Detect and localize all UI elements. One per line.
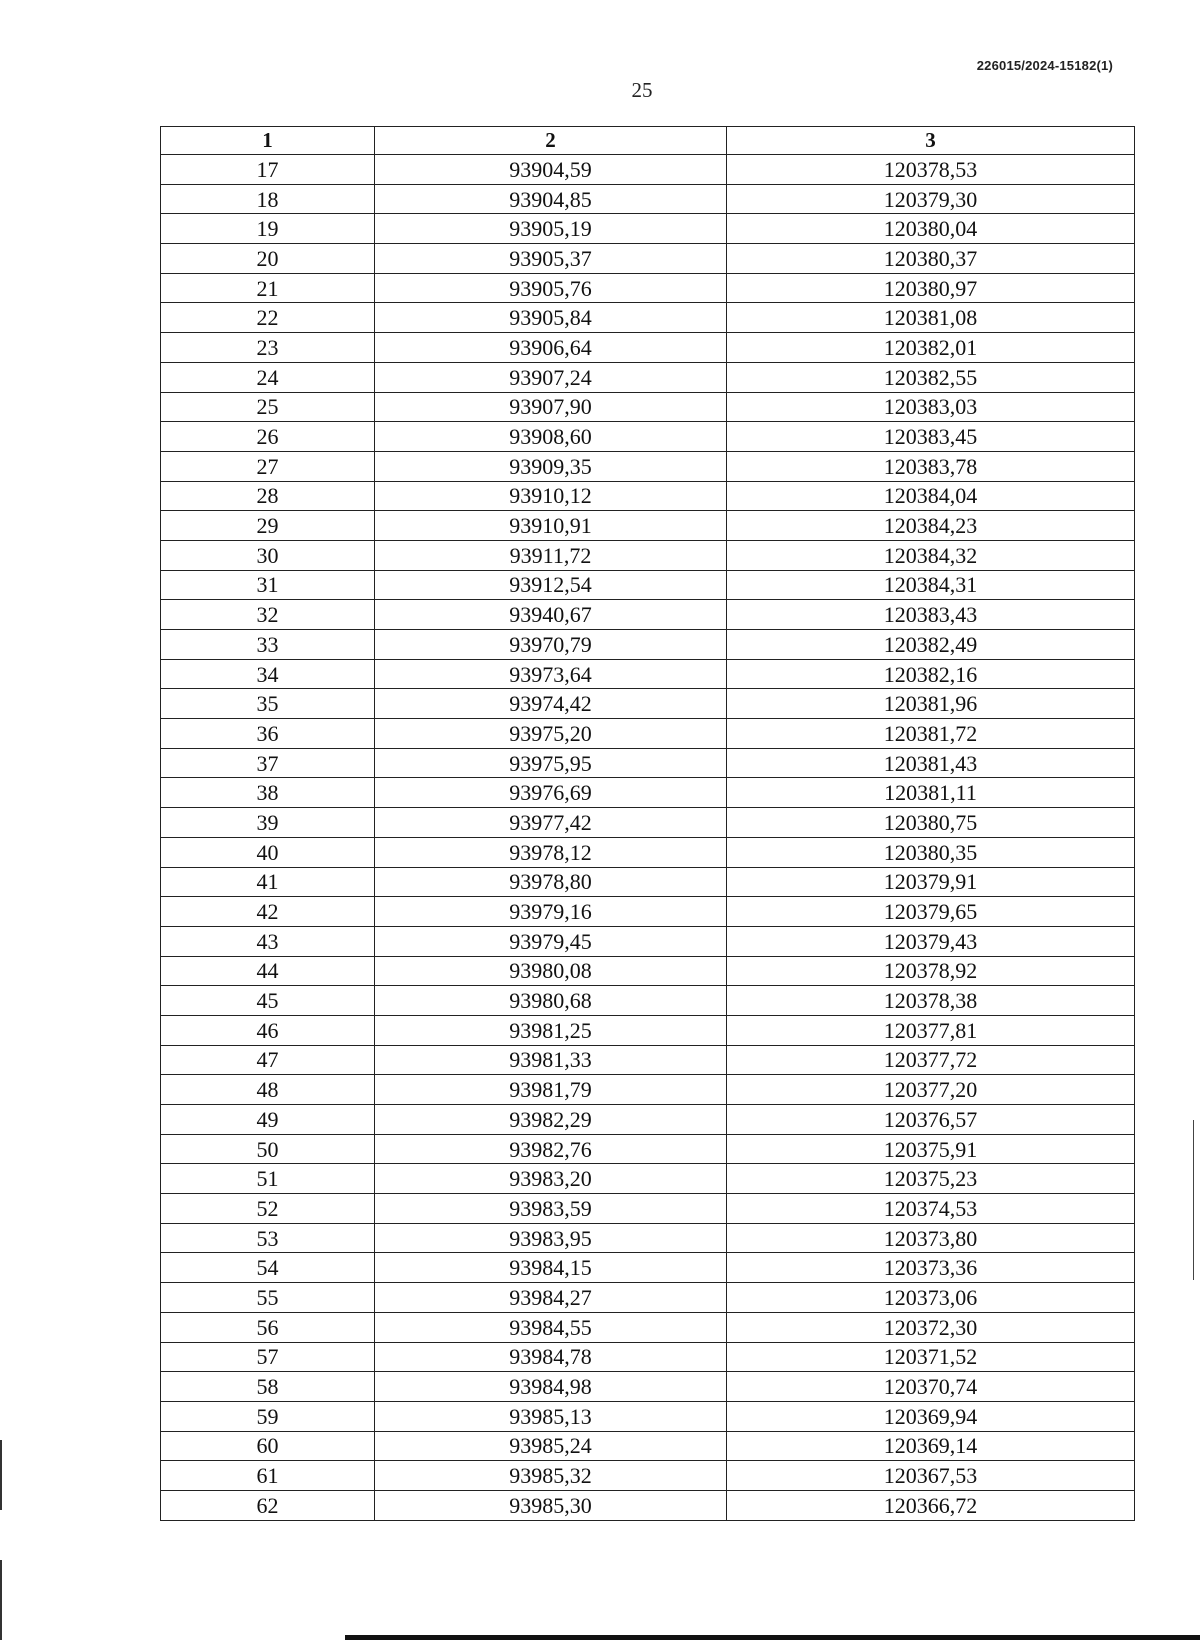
coordinate-x-cell: 93907,24 [375, 362, 727, 392]
scan-edge-mark [1193, 1120, 1194, 1280]
coordinate-x-cell: 93984,78 [375, 1342, 727, 1372]
table-row [161, 244, 1135, 274]
coordinate-y-cell: 120366,72 [727, 1490, 1135, 1520]
table-body [161, 155, 1135, 1521]
coordinate-y-cell: 120381,96 [727, 689, 1135, 719]
scan-margin-mark [0, 1560, 2, 1640]
coordinate-y-cell: 120384,31 [727, 570, 1135, 600]
coordinate-x-cell: 93983,20 [375, 1164, 727, 1194]
coordinate-x-cell: 93982,29 [375, 1105, 727, 1135]
coordinate-x-cell: 93984,15 [375, 1253, 727, 1283]
coordinate-y-cell: 120377,81 [727, 1015, 1135, 1045]
table-row [161, 1075, 1135, 1105]
table-row [161, 1461, 1135, 1491]
coordinate-x-cell: 93911,72 [375, 540, 727, 570]
table-row [161, 273, 1135, 303]
coordinate-x-cell: 93985,32 [375, 1461, 727, 1491]
coordinate-x-cell: 93979,45 [375, 926, 727, 956]
point-number-cell: 24 [161, 362, 375, 392]
coordinate-x-cell: 93978,12 [375, 837, 727, 867]
coordinate-y-cell: 120370,74 [727, 1372, 1135, 1402]
coordinate-y-cell: 120373,36 [727, 1253, 1135, 1283]
point-number-cell: 53 [161, 1223, 375, 1253]
table-row [161, 630, 1135, 660]
point-number-cell: 37 [161, 748, 375, 778]
point-number-cell: 55 [161, 1283, 375, 1313]
point-number-cell: 26 [161, 422, 375, 452]
table-row [161, 481, 1135, 511]
coordinate-y-cell: 120384,04 [727, 481, 1135, 511]
coordinate-x-cell: 93985,30 [375, 1490, 727, 1520]
point-number-cell: 50 [161, 1134, 375, 1164]
table-row [161, 540, 1135, 570]
table-row [161, 600, 1135, 630]
table-row [161, 214, 1135, 244]
point-number-cell: 29 [161, 511, 375, 541]
column-header: 3 [727, 127, 1135, 155]
coordinate-x-cell: 93981,25 [375, 1015, 727, 1045]
point-number-cell: 59 [161, 1401, 375, 1431]
point-number-cell: 35 [161, 689, 375, 719]
point-number-cell: 40 [161, 837, 375, 867]
table-row [161, 778, 1135, 808]
coordinate-y-cell: 120383,78 [727, 451, 1135, 481]
point-number-cell: 57 [161, 1342, 375, 1372]
coordinate-x-cell: 93909,35 [375, 451, 727, 481]
coordinate-x-cell: 93904,59 [375, 155, 727, 185]
table-row [161, 986, 1135, 1016]
table-row [161, 1223, 1135, 1253]
coordinates-table [160, 126, 1135, 1521]
point-number-cell: 34 [161, 659, 375, 689]
coordinate-y-cell: 120379,30 [727, 184, 1135, 214]
point-number-cell: 56 [161, 1312, 375, 1342]
coordinate-x-cell: 93979,16 [375, 897, 727, 927]
table-row [161, 748, 1135, 778]
table-row [161, 1164, 1135, 1194]
coordinate-x-cell: 93910,12 [375, 481, 727, 511]
table-row [161, 1015, 1135, 1045]
table-row [161, 719, 1135, 749]
coordinate-y-cell: 120383,43 [727, 600, 1135, 630]
coordinate-y-cell: 120373,06 [727, 1283, 1135, 1313]
table-row [161, 1372, 1135, 1402]
point-number-cell: 49 [161, 1105, 375, 1135]
coordinate-x-cell: 93982,76 [375, 1134, 727, 1164]
coordinate-y-cell: 120374,53 [727, 1194, 1135, 1224]
coordinate-y-cell: 120377,72 [727, 1045, 1135, 1075]
coordinate-x-cell: 93908,60 [375, 422, 727, 452]
coordinate-x-cell: 93983,95 [375, 1223, 727, 1253]
coordinate-y-cell: 120378,92 [727, 956, 1135, 986]
point-number-cell: 61 [161, 1461, 375, 1491]
table-row [161, 897, 1135, 927]
coordinate-x-cell: 93975,95 [375, 748, 727, 778]
table-row [161, 333, 1135, 363]
point-number-cell: 48 [161, 1075, 375, 1105]
point-number-cell: 60 [161, 1431, 375, 1461]
point-number-cell: 62 [161, 1490, 375, 1520]
coordinate-x-cell: 93905,19 [375, 214, 727, 244]
coordinate-x-cell: 93970,79 [375, 630, 727, 660]
table-row [161, 1342, 1135, 1372]
point-number-cell: 28 [161, 481, 375, 511]
point-number-cell: 39 [161, 808, 375, 838]
table-row [161, 1045, 1135, 1075]
point-number-cell: 44 [161, 956, 375, 986]
coordinate-y-cell: 120381,08 [727, 303, 1135, 333]
coordinate-x-cell: 93976,69 [375, 778, 727, 808]
coordinate-y-cell: 120372,30 [727, 1312, 1135, 1342]
point-number-cell: 32 [161, 600, 375, 630]
point-number-cell: 46 [161, 1015, 375, 1045]
coordinate-x-cell: 93985,24 [375, 1431, 727, 1461]
coordinate-x-cell: 93985,13 [375, 1401, 727, 1431]
coordinate-x-cell: 93905,76 [375, 273, 727, 303]
table-header-row [161, 127, 1135, 155]
coordinate-y-cell: 120380,75 [727, 808, 1135, 838]
coordinate-y-cell: 120371,52 [727, 1342, 1135, 1372]
table-row [161, 392, 1135, 422]
coordinate-y-cell: 120383,45 [727, 422, 1135, 452]
point-number-cell: 19 [161, 214, 375, 244]
point-number-cell: 36 [161, 719, 375, 749]
coordinate-y-cell: 120381,43 [727, 748, 1135, 778]
coordinate-y-cell: 120382,49 [727, 630, 1135, 660]
table-row [161, 1253, 1135, 1283]
coordinate-y-cell: 120378,38 [727, 986, 1135, 1016]
point-number-cell: 17 [161, 155, 375, 185]
table-row [161, 1105, 1135, 1135]
coordinate-y-cell: 120375,23 [727, 1164, 1135, 1194]
scan-bottom-edge [345, 1635, 1200, 1640]
coordinate-x-cell: 93905,37 [375, 244, 727, 274]
table-row [161, 511, 1135, 541]
table-row [161, 956, 1135, 986]
coordinate-x-cell: 93907,90 [375, 392, 727, 422]
coordinate-y-cell: 120381,72 [727, 719, 1135, 749]
coordinate-x-cell: 93984,55 [375, 1312, 727, 1342]
point-number-cell: 31 [161, 570, 375, 600]
coordinate-y-cell: 120369,94 [727, 1401, 1135, 1431]
point-number-cell: 41 [161, 867, 375, 897]
coordinate-y-cell: 120384,32 [727, 540, 1135, 570]
coordinate-y-cell: 120379,91 [727, 867, 1135, 897]
table-row [161, 1134, 1135, 1164]
coordinate-y-cell: 120379,43 [727, 926, 1135, 956]
table-row [161, 1431, 1135, 1461]
coordinate-y-cell: 120367,53 [727, 1461, 1135, 1491]
point-number-cell: 58 [161, 1372, 375, 1402]
point-number-cell: 43 [161, 926, 375, 956]
coordinate-x-cell: 93906,64 [375, 333, 727, 363]
table-row [161, 1283, 1135, 1313]
coordinate-x-cell: 93984,27 [375, 1283, 727, 1313]
coordinate-x-cell: 93983,59 [375, 1194, 727, 1224]
point-number-cell: 30 [161, 540, 375, 570]
coordinate-y-cell: 120382,16 [727, 659, 1135, 689]
coordinate-y-cell: 120376,57 [727, 1105, 1135, 1135]
document-id: 226015/2024-15182(1) [976, 58, 1113, 73]
column-header: 2 [375, 127, 727, 155]
table-row [161, 1312, 1135, 1342]
coordinate-x-cell: 93980,68 [375, 986, 727, 1016]
table-row [161, 451, 1135, 481]
table-row [161, 155, 1135, 185]
coordinate-y-cell: 120380,97 [727, 273, 1135, 303]
scan-margin-mark [0, 1440, 2, 1510]
column-header: 1 [161, 127, 375, 155]
point-number-cell: 47 [161, 1045, 375, 1075]
table-row [161, 362, 1135, 392]
point-number-cell: 25 [161, 392, 375, 422]
table-row [161, 1490, 1135, 1520]
coordinate-y-cell: 120382,55 [727, 362, 1135, 392]
table-row [161, 689, 1135, 719]
coordinate-y-cell: 120381,11 [727, 778, 1135, 808]
table-row [161, 808, 1135, 838]
coordinate-y-cell: 120382,01 [727, 333, 1135, 363]
coordinate-x-cell: 93978,80 [375, 867, 727, 897]
point-number-cell: 38 [161, 778, 375, 808]
coordinate-x-cell: 93975,20 [375, 719, 727, 749]
coordinate-y-cell: 120378,53 [727, 155, 1135, 185]
point-number-cell: 33 [161, 630, 375, 660]
table-row [161, 570, 1135, 600]
point-number-cell: 22 [161, 303, 375, 333]
coordinate-x-cell: 93974,42 [375, 689, 727, 719]
point-number-cell: 18 [161, 184, 375, 214]
page-number: 25 [631, 78, 653, 102]
coordinate-x-cell: 93973,64 [375, 659, 727, 689]
coordinate-y-cell: 120373,80 [727, 1223, 1135, 1253]
coordinate-x-cell: 93984,98 [375, 1372, 727, 1402]
coordinate-y-cell: 120375,91 [727, 1134, 1135, 1164]
coordinates-table-container [160, 126, 1134, 1521]
table-row [161, 659, 1135, 689]
coordinate-x-cell: 93912,54 [375, 570, 727, 600]
point-number-cell: 45 [161, 986, 375, 1016]
point-number-cell: 27 [161, 451, 375, 481]
coordinate-x-cell: 93940,67 [375, 600, 727, 630]
coordinate-y-cell: 120380,35 [727, 837, 1135, 867]
point-number-cell: 52 [161, 1194, 375, 1224]
coordinate-x-cell: 93980,08 [375, 956, 727, 986]
coordinate-y-cell: 120383,03 [727, 392, 1135, 422]
table-row [161, 926, 1135, 956]
coordinate-y-cell: 120380,37 [727, 244, 1135, 274]
coordinate-x-cell: 93981,33 [375, 1045, 727, 1075]
coordinate-x-cell: 93977,42 [375, 808, 727, 838]
coordinate-y-cell: 120369,14 [727, 1431, 1135, 1461]
coordinate-y-cell: 120379,65 [727, 897, 1135, 927]
point-number-cell: 20 [161, 244, 375, 274]
coordinate-x-cell: 93981,79 [375, 1075, 727, 1105]
point-number-cell: 42 [161, 897, 375, 927]
coordinate-y-cell: 120377,20 [727, 1075, 1135, 1105]
coordinate-x-cell: 93910,91 [375, 511, 727, 541]
coordinate-y-cell: 120380,04 [727, 214, 1135, 244]
table-row [161, 867, 1135, 897]
point-number-cell: 23 [161, 333, 375, 363]
coordinate-x-cell: 93905,84 [375, 303, 727, 333]
table-row [161, 1401, 1135, 1431]
table-row [161, 184, 1135, 214]
point-number-cell: 51 [161, 1164, 375, 1194]
coordinate-y-cell: 120384,23 [727, 511, 1135, 541]
point-number-cell: 54 [161, 1253, 375, 1283]
table-row [161, 303, 1135, 333]
table-row [161, 1194, 1135, 1224]
table-row [161, 837, 1135, 867]
table-row [161, 422, 1135, 452]
coordinate-x-cell: 93904,85 [375, 184, 727, 214]
point-number-cell: 21 [161, 273, 375, 303]
